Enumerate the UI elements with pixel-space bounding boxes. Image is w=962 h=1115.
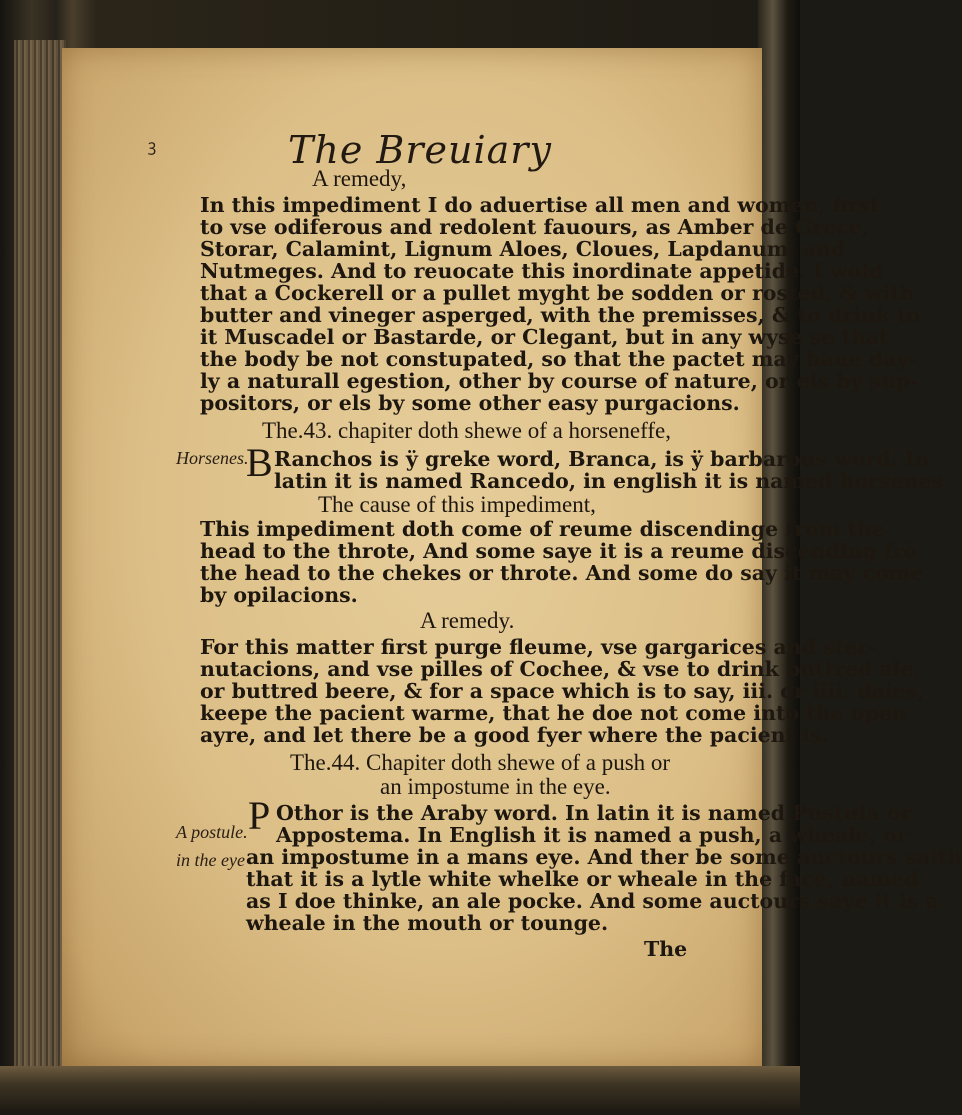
chapter-heading: an impostume in the eye. [380, 774, 611, 799]
text-line: A remedy, [312, 166, 407, 191]
text-line: ayre, and let there be a good fyer where the pacient is. [200, 723, 829, 747]
text-line: latin it is named Rancedo, in english it is named horsenes [274, 469, 944, 493]
text-line: by opilacions. [200, 583, 358, 607]
text-line: This impediment doth come of reume discendinge from the [200, 517, 885, 541]
drop-capital: B [246, 440, 273, 485]
text-line: the body be not constupated, so that the pactet may haue day- [200, 347, 918, 371]
page-edges [14, 40, 66, 1070]
drop-capital: P [248, 793, 271, 838]
text-line: as I doe thinke, an ale pocke. And some auctours saye it is a [246, 889, 939, 913]
text-line: or buttred beere, & for a space which is to say, iii. or iiii. daies, [200, 679, 925, 703]
folio-mark: ꝫ [148, 136, 157, 155]
text-line: keepe the pacient warme, that he doe not come into the open [200, 701, 907, 725]
text-line: nutacions, and vse pilles of Cochee, & vse to drink buttred ale, [200, 657, 921, 681]
text-line: For this matter first purge fleume, vse gargarices and ster- [200, 635, 877, 659]
text-line: Storar, Calamint, Lignum Aloes, Cloues, Lapdanum, and [200, 237, 846, 261]
text-line: wheale in the mouth or tounge. [246, 911, 609, 935]
text-line: to vse odiferous and redolent fauours, as Amber de Grece, [200, 215, 870, 239]
section-heading: The cause of this impediment, [318, 492, 596, 517]
text-line: the head to the chekes or throte. And some do say it may come [200, 561, 924, 585]
text-line: ly a naturall egestion, other by course of nature, or els by sup- [200, 369, 919, 393]
section-heading: A remedy. [420, 608, 515, 633]
margin-note: Horsenes. [176, 448, 249, 468]
chapter-heading: The.43. chapiter doth shewe of a horseneffe, [262, 418, 671, 443]
text-line: Othor is the Araby word. In latin it is named Pustula or [276, 801, 912, 825]
text-line: Nutmeges. And to reuocate this inordinate appetide. I wold [200, 259, 884, 283]
chapter-heading: The.44. Chapiter doth shewe of a push or [290, 750, 671, 775]
binding-bottom [0, 1066, 800, 1115]
running-head: The Breuiary [288, 128, 552, 172]
margin-note: in the eye [176, 850, 245, 870]
text-line: it Muscadel or Bastarde, or Clegant, but in any wyse se that [200, 325, 889, 349]
text-line: an impostume in a mans eye. And ther be some auctours saith [246, 845, 962, 869]
text-line: Appostema. In English it is named a push, a wheale, or [276, 823, 908, 847]
text-line: that it is a lytle white whelke or wheale in the face, named [246, 867, 919, 891]
text-line: In this impediment I do aduertise all men and women, first [200, 193, 880, 217]
text-line: head to the throte, And some saye it is a reume discending frõ [200, 539, 918, 563]
text-line: positors, or els by some other easy purgacions. [200, 391, 740, 415]
catchword: The [644, 937, 688, 961]
text-line: Ranchos is ÿ greke word, Branca, is ÿ barbarous word. In [274, 447, 930, 471]
margin-note: A postule. [176, 822, 248, 842]
text-line: that a Cockerell or a pullet myght be sodden or rosted, & with [200, 281, 915, 305]
text-line: butter and vineger asperged, with the premisses, & to drink to [200, 303, 921, 327]
